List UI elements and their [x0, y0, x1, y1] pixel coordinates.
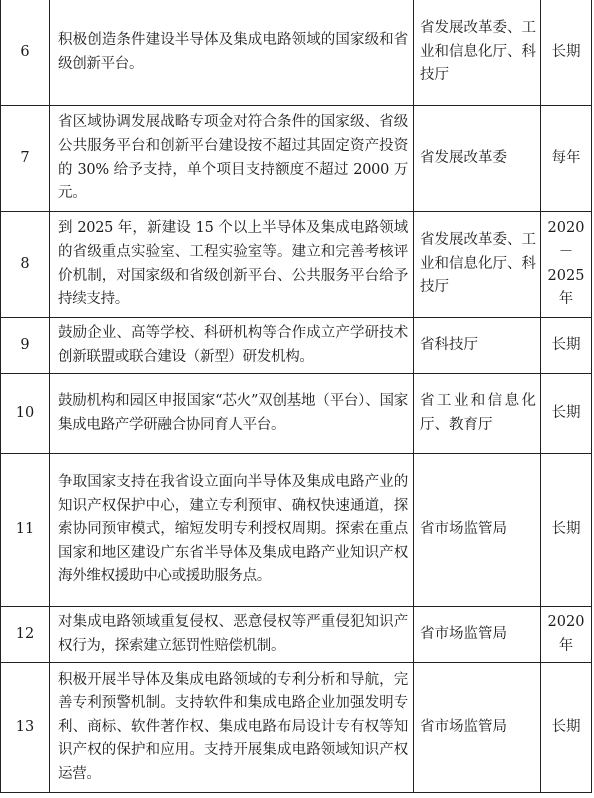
responsible-department: 省工业和信息化厅、教育厅	[414, 374, 541, 454]
table-row	[1, 374, 592, 454]
task-description: 到 2025 年，新建设 15 个以上半导体及集成电路领域的省级重点实验室、工程实验室等。建立和完善考核评价机制，对国家级和省级创新平台、公共服务平台给予持续支持。	[50, 212, 414, 318]
row-number: 9	[1, 318, 50, 374]
responsible-department: 省发展改革委、工业和信息化厅、科技厅	[414, 212, 541, 318]
task-description: 积极开展半导体及集成电路领域的专利分析和导航，完善专利预警机制。支持软件和集成电路企业加强发明专利、商标、软件著作权、集成电路布局设计专有权等知识产权的保护和应用。支持开展集成电路领域知识产权运营。	[50, 663, 414, 793]
row-number: 13	[1, 663, 50, 793]
row-number: 7	[1, 106, 50, 212]
row-number: 10	[1, 374, 50, 454]
time-frame: 长期	[541, 318, 592, 374]
task-description: 省区域协调发展战略专项金对符合条件的国家级、省级公共服务平台和创新平台建设按不超过其固定资产投资的 30% 给予支持，单个项目支持额度不超过 2000 万元。	[50, 106, 414, 212]
responsible-department: 省市场监管局	[414, 454, 541, 607]
table-row	[1, 607, 592, 663]
task-description: 鼓励企业、高等学校、科研机构等合作成立产学研技术创新联盟或联合建设（新型）研发机构。	[50, 318, 414, 374]
time-frame: 长期	[541, 454, 592, 607]
table-row	[1, 0, 592, 106]
table-row	[1, 318, 592, 374]
row-number: 12	[1, 607, 50, 663]
time-frame: 每年	[541, 106, 592, 212]
task-description: 争取国家支持在我省设立面向半导体及集成电路产业的知识产权保护中心，建立专利预审、确权快速通道，探索协同预审模式，缩短发明专利授权周期。探索在重点国家和地区建设广东省半导体及集成电路产业知识产权海外维权援助中心或援助服务点。	[50, 454, 414, 607]
task-description: 对集成电路领域重复侵权、恶意侵权等严重侵犯知识产权行为，探索建立惩罚性赔偿机制。	[50, 607, 414, 663]
row-number: 11	[1, 454, 50, 607]
time-frame: 2020－2025 年	[541, 212, 592, 318]
task-description: 积极创造条件建设半导体及集成电路领域的国家级和省级创新平台。	[50, 0, 414, 106]
responsible-department: 省市场监管局	[414, 607, 541, 663]
table-row	[1, 212, 592, 318]
responsible-department: 省发展改革委、工业和信息化厅、科技厅	[414, 0, 541, 106]
table-row	[1, 106, 592, 212]
table-row	[1, 454, 592, 607]
time-frame: 2020 年	[541, 607, 592, 663]
time-frame: 长期	[541, 374, 592, 454]
task-description: 鼓励机构和园区申报国家“芯火”双创基地（平台）、国家集成电路产学研融合协同育人平台。	[50, 374, 414, 454]
row-number: 8	[1, 212, 50, 318]
responsible-department: 省科技厅	[414, 318, 541, 374]
time-frame: 长期	[541, 663, 592, 793]
time-frame: 长期	[541, 0, 592, 106]
row-number: 6	[1, 0, 50, 106]
responsible-department: 省发展改革委	[414, 106, 541, 212]
table-row	[1, 663, 592, 793]
responsible-department: 省市场监管局	[414, 663, 541, 793]
